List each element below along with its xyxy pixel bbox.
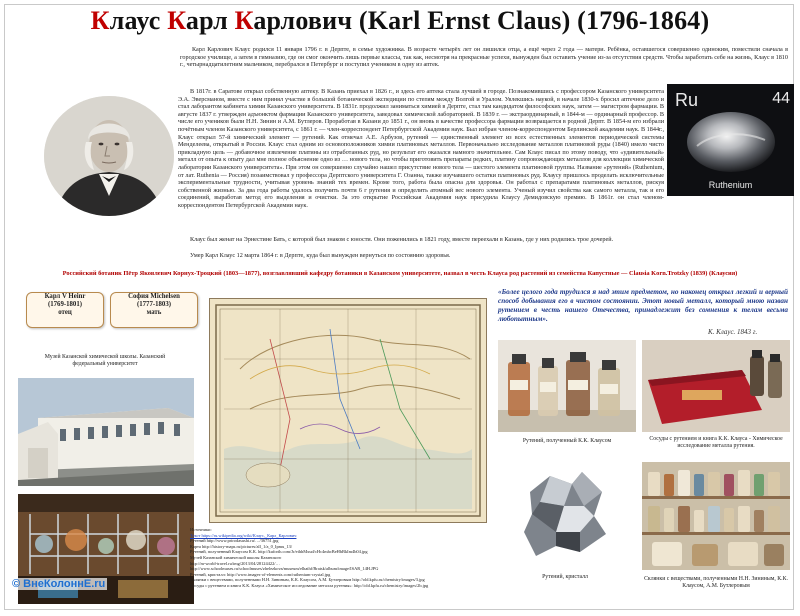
ruthenium-crystal-photo [510, 462, 620, 570]
quote-signature: К. Клаус. 1843 г. [708, 328, 758, 336]
title-text-1: лаус [109, 6, 168, 35]
refs-heading: Источники: [190, 527, 212, 532]
title-initial-1: К [90, 6, 110, 35]
father-name: Карл V Heinr [44, 293, 86, 300]
father-role: отец [58, 309, 72, 316]
ruthenium-name: Ruthenium [708, 180, 753, 190]
mother-role: мать [146, 309, 162, 316]
mother-years: (1777-1803) [137, 301, 171, 308]
caption-vessels-book: Сосуды с рутением и книга К.К. Клауса - Химическое исследование металла рутения. [649, 436, 783, 449]
ref-item[interactable]: http://m-world-travel.ru/img/2013/04/28124422/… [190, 560, 280, 566]
portrait-claus [44, 96, 174, 216]
title-text-3: арлович (Karl Ernst Claus) (1796-1864) [253, 6, 710, 35]
death-paragraph: Умер Карл Клаус 12 марта 1864 г. в Дерпте, куда был вынужден вернуться по состоянию здоровья. [190, 252, 451, 259]
vessels-book-photo [642, 340, 790, 432]
family-paragraph: Клаус был женат на Эрнестине Бать, с которой был знаком с юности. Они поженились в 1821 году, вместе переехали в Казань, где у них родились трое дочерей. [190, 236, 614, 243]
ref-item[interactable]: Рутений http://www.prirodasushi.ru/…/36751.jpg [190, 538, 279, 544]
ruthenium-vials-photo [498, 340, 636, 432]
ref-item[interactable]: Текст https://ru.wikipedia.org/wiki/Клаус,_Карл_Карлович [190, 532, 297, 538]
mother-name: София Michelsen [128, 293, 180, 300]
ruthenium-number: 44 [772, 90, 790, 107]
ref-item[interactable]: Рутений, кристалл: http://www.images-of-elements.com/ruthenium-crystal.jpg [190, 571, 331, 577]
mother-badge [110, 292, 198, 328]
museum-caption: Музей Казанской химической школы. Казанский федеральный университет [44, 354, 166, 367]
title-initial-2: К [167, 6, 186, 35]
site-logo: © ВнеКолоннЕ.ru [12, 578, 106, 590]
references-block [190, 527, 490, 607]
ref-item[interactable]: Карта http://history-maps.ru/pictures/all_1/a_0_Ipmu_13/ [190, 543, 293, 549]
page-title [0, 6, 800, 36]
chemical-jars-photo [642, 462, 790, 570]
ref-item[interactable]: http://www.schoolmuses.ru/schoolmuses/zhelezkova/museum/elhathf/Bratsk/album/image/ISAR_14H.JPG [190, 566, 379, 572]
ref-item: Музей Казанской химической школы Казанского [190, 554, 282, 560]
ruthenium-element-card [667, 84, 794, 196]
ref-item[interactable]: Сосуды с рутением и книга К.К. Клауса «Химическое исследование металла рутения»: http://old.kpfu.ru/chemistry/images/2b.jpg [190, 582, 429, 588]
intro-paragraph: Карл Карлович Клаус родился 11 января 1796 г. в Дерпте, в семье художника. В возрасте четырёх лет он лишился отца, а ещё через 2 года — матери. Ребёнка, оставшегося совершенно одиноким, поместили сначала в городское училище, а затем в гимназию, где он смог окончить лишь первые классы, так как, несмотря на прекрасные успехи, вынужден был оставить учение из-за отсутствия средств. Чтобы заработать себе на жизнь, Клаус в 1810 г., четырнадцатилетним мальчиком, перебрался в Петербург и поступил учеником в одну из аптек. [180, 46, 788, 69]
botany-line: Российский ботаник Пётр Яковлевич Корнух-Троцкий (1803—1877), возглавлявший кафедру ботаники в Казанском университете, назвал в честь Клауса род растений из семейства Капустные — Clausia Korn.Trotzky (1839) (Клаусия) [62, 270, 738, 277]
father-badge [26, 292, 104, 328]
historical-map [209, 298, 487, 523]
title-initial-3: К [234, 6, 254, 35]
claus-quote: «Более целого года трудился я над этим предметом, но наконец открыл легкий и верный способ добывания его в чистом состоянии. Этот новый металл, который мною назван рутением в честь нашего Отечества, принадлежит без сомнения к телам весьма любопытным». [498, 288, 788, 323]
ruthenium-symbol: Ru [675, 90, 699, 110]
museum-building-photo [18, 378, 194, 486]
caption-ruthenium-obtained: Рутений, полученный К.К. Клаусом [522, 438, 612, 444]
ref-item[interactable]: Рутений, полученный Клаусом К.К. http://kuforth.com/Jr/eihhMxud/cHc4mhcBeHbBkIm4b04.jpg [190, 549, 368, 555]
title-text-2: арл [185, 6, 235, 35]
caption-crystal: Рутений, кристалл [542, 574, 588, 580]
caption-jars: Склянки с веществами, полученными Н.Н. Зининым, К.К. Клаусом, А.М. Бутлеровым [644, 576, 788, 589]
main-paragraph: В 1817г. в Саратове открыл собственную аптеку. В Казань приехал в 1826 г., и здесь его аптека стала лучшей в городе. Познакомившись с профессором Казанского университета Э.А. Эверсманом, вместе с ним принял участие в большой ботанической экспедиции по степям между Волгой и Уралом. Увлекшись наукой, в начале 1830-х бросил аптечное дело и стал лаборантом кабинета химии Казанского университета. В 1831г. продолжил заниматься химией в Дерпте, стал там кандидатом философских наук, затем — магистром фармации. В августе 1837 г. утвержден адъюнктом фармации Казанского университета, заведовал химической лабораторией. В 1839 г. — экстраординарный, в 1844-м — ординарный профессор. В числе его учеников были Н.Н. Зинин и А.М. Бутлеров. Проработав в Казани до 1851 г., он вновь в качестве профессора фармации возвращается в родной Дерпт. В 1854-м его избрали почётным членом Казанского университета, с 1861 г. — член-корреспондент Петербургской Академии наук. Был избран членом-корреспондентом Берлинской академии наук. В 1844г., Клаус открыл 57-й химический элемент — рутений. Как отмечал А.Е. Арбузов, рутений — единственный элемент из всех естественных элементов периодической системы Менделеева, открытый в России. Клаус стал одним из основоположников химии платиновых металлов. Первоначально исследование металлов платиновой руды (1840) имело чисто прикладную цель — добавочное извлечение платины из отработанных руд, но результат его оказался намного значительнее. Сам Клаус писал по этому поводу, что «удивительный» металл от опыта к опыту дал мне полное объяснение одно из … нового тела, но чтобы приготовить препараты редких, платину сопровождающих металлов для коллекции химической лаборатории Казанского университета». При этом он совершенно случайно нашел присутствие нового тела — шестого элемента платиновой группы. Название «рутений» (Ruthenium, от лат. Ruthenia — Россия) позаимствовал у профессора Дерптского университета Г. Озанна, также изучавшего остатки платиновых руд. Клаусу пришлось проделать исключительные экспериментальные трудности, учитывая уровень знаний тех времен. Кроме того, работа была опасна для здоровья. Он работал с препаратами платиновых металлов, рискуя собственной жизнью. За два года работы удалось получить почти 6 г рутения и определить атомный вес нового элемента. Ученый изучил свойства как самого металла, так и его соединений, выработав метод его выделения и очистки. За это открытие Российская Академия наук присудила Клаусу Демидовскую премию. В 1861г. он стал членом-корреспондентом Петербургской Академии наук. [178, 88, 664, 209]
ref-item[interactable]: Склянки с веществами, полученными Н.Н. Зининым, К.К. Клаусом, А.М. Бутлеровым http://old.kpfu.ru/chemistry/images/3.jpg [190, 577, 425, 583]
father-years: (1769-1801) [48, 301, 82, 308]
